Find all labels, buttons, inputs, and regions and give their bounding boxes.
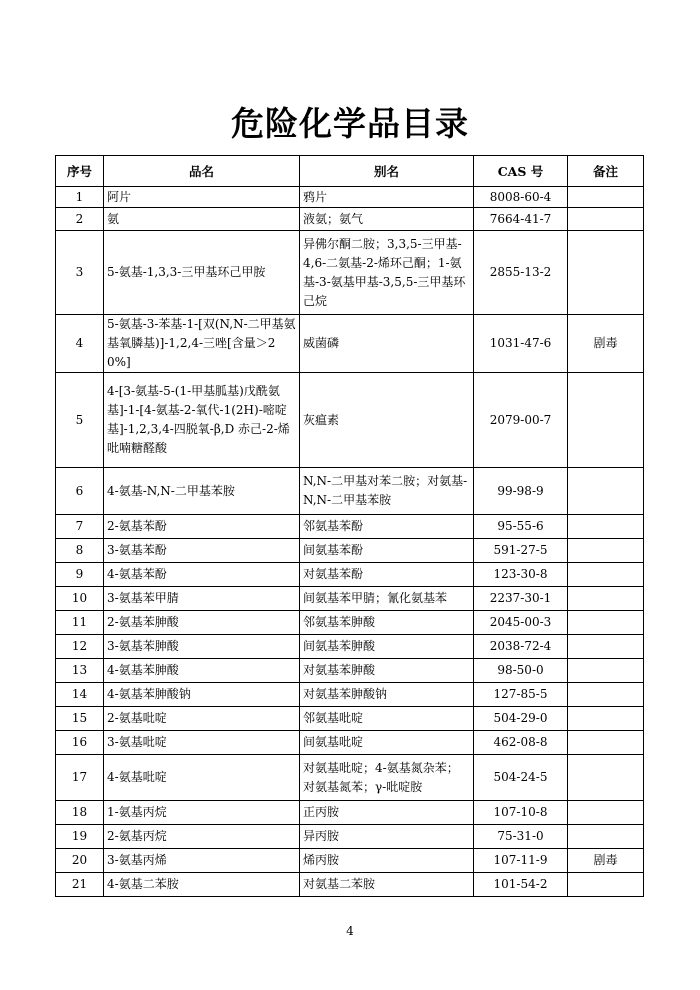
cell-remarks (568, 873, 644, 897)
cell-alias: 正丙胺 (300, 801, 474, 825)
cell-alias: 对氨基吡啶；4-氨基氮杂苯；对氨基氮苯；γ-吡啶胺 (300, 755, 474, 801)
table-row (56, 563, 644, 587)
cell-cas-number: 95-55-6 (474, 515, 568, 539)
header-product-name: 品名 (104, 156, 300, 187)
cell-product-name: 4-氨基-N,N-二甲基苯胺 (104, 468, 300, 515)
cell-product-name: 4-氨基苯胂酸 (104, 659, 300, 683)
cell-cas-number: 2237-30-1 (474, 587, 568, 611)
cell-product-name: 4-氨基苯酚 (104, 563, 300, 587)
table-row (56, 187, 644, 208)
cell-product-name: 3-氨基苯甲腈 (104, 587, 300, 611)
cell-cas-number: 98-50-0 (474, 659, 568, 683)
table-row (56, 635, 644, 659)
cell-serial-number: 10 (56, 587, 104, 611)
cell-cas-number: 107-11-9 (474, 849, 568, 873)
cell-serial-number: 19 (56, 825, 104, 849)
cell-remarks (568, 731, 644, 755)
cell-serial-number: 7 (56, 515, 104, 539)
cell-remarks (568, 208, 644, 231)
cell-product-name: 氨 (104, 208, 300, 231)
cell-product-name: 3-氨基吡啶 (104, 731, 300, 755)
cell-remarks (568, 659, 644, 683)
cell-serial-number: 9 (56, 563, 104, 587)
cell-cas-number: 2045-00-3 (474, 611, 568, 635)
cell-remarks (568, 755, 644, 801)
cell-cas-number: 8008-60-4 (474, 187, 568, 208)
table-row (56, 849, 644, 873)
cell-cas-number: 107-10-8 (474, 801, 568, 825)
table-row (56, 373, 644, 468)
page-number: 4 (346, 924, 354, 938)
cell-remarks (568, 683, 644, 707)
header-remarks: 备注 (568, 156, 644, 187)
table-row (56, 315, 644, 373)
table-row (56, 659, 644, 683)
cell-remarks (568, 515, 644, 539)
table-body (56, 187, 644, 897)
cell-remarks (568, 825, 644, 849)
chemicals-table (55, 155, 644, 897)
cell-serial-number: 3 (56, 231, 104, 315)
cell-cas-number: 123-30-8 (474, 563, 568, 587)
cell-cas-number: 99-98-9 (474, 468, 568, 515)
cell-serial-number: 15 (56, 707, 104, 731)
cell-remarks (568, 801, 644, 825)
cell-product-name: 5-氨基-3-苯基-1-[双(N,N-二甲基氨基氧膦基)]-1,2,4-三唑[含量＞20%] (104, 315, 300, 373)
cell-alias: 鸦片 (300, 187, 474, 208)
cell-product-name: 2-氨基吡啶 (104, 707, 300, 731)
cell-cas-number: 101-54-2 (474, 873, 568, 897)
cell-remarks (568, 587, 644, 611)
cell-product-name: 2-氨基苯酚 (104, 515, 300, 539)
cell-remarks (568, 539, 644, 563)
cell-alias: 邻氨基苯酚 (300, 515, 474, 539)
cell-cas-number: 7664-41-7 (474, 208, 568, 231)
cell-product-name: 4-[3-氨基-5-(1-甲基胍基)戊酰氨基]-1-[4-氨基-2-氧代-1(2H)-嘧啶基]-1,2,3,4-四脱氧-β,D 赤己-2-烯吡喃糖醛酸 (104, 373, 300, 468)
cell-product-name: 1-氨基丙烷 (104, 801, 300, 825)
cell-remarks: 剧毒 (568, 849, 644, 873)
cell-remarks (568, 563, 644, 587)
cell-serial-number: 18 (56, 801, 104, 825)
cell-remarks (568, 187, 644, 208)
cell-product-name: 3-氨基丙烯 (104, 849, 300, 873)
cell-product-name: 4-氨基吡啶 (104, 755, 300, 801)
cell-remarks (568, 635, 644, 659)
cell-cas-number: 127-85-5 (474, 683, 568, 707)
cell-product-name: 4-氨基二苯胺 (104, 873, 300, 897)
cell-alias: 异丙胺 (300, 825, 474, 849)
cell-serial-number: 20 (56, 849, 104, 873)
cell-alias: 对氨基苯胂酸钠 (300, 683, 474, 707)
table-row (56, 755, 644, 801)
cell-serial-number: 14 (56, 683, 104, 707)
cell-serial-number: 11 (56, 611, 104, 635)
cell-alias: 间氨基苯甲腈；氰化氨基苯 (300, 587, 474, 611)
cell-remarks (568, 468, 644, 515)
cell-product-name: 3-氨基苯酚 (104, 539, 300, 563)
cell-alias: 烯丙胺 (300, 849, 474, 873)
cell-alias: 异佛尔酮二胺；3,3,5-三甲基-4,6-二氨基-2-烯环己酮；1-氨基-3-氨基甲基-3,5,5-三甲基环己烷 (300, 231, 474, 315)
cell-alias: N,N-二甲基对苯二胺；对氨基-N,N-二甲基苯胺 (300, 468, 474, 515)
header-cas-number: CAS 号 (474, 156, 568, 187)
table-row (56, 231, 644, 315)
cell-product-name: 2-氨基丙烷 (104, 825, 300, 849)
cell-alias: 间氨基吡啶 (300, 731, 474, 755)
table-row (56, 539, 644, 563)
cell-alias: 间氨基苯酚 (300, 539, 474, 563)
cell-alias: 对氨基二苯胺 (300, 873, 474, 897)
cell-remarks (568, 707, 644, 731)
cell-serial-number: 16 (56, 731, 104, 755)
cell-cas-number: 462-08-8 (474, 731, 568, 755)
cell-serial-number: 2 (56, 208, 104, 231)
cell-alias: 威菌磷 (300, 315, 474, 373)
cell-serial-number: 4 (56, 315, 104, 373)
table-row (56, 731, 644, 755)
cell-product-name: 3-氨基苯胂酸 (104, 635, 300, 659)
cell-remarks: 剧毒 (568, 315, 644, 373)
table-row (56, 611, 644, 635)
table-row (56, 208, 644, 231)
cell-alias: 液氨；氨气 (300, 208, 474, 231)
cell-product-name: 2-氨基苯胂酸 (104, 611, 300, 635)
cell-cas-number: 75-31-0 (474, 825, 568, 849)
cell-remarks (568, 231, 644, 315)
cell-serial-number: 13 (56, 659, 104, 683)
cell-remarks (568, 373, 644, 468)
table-row (56, 825, 644, 849)
table-header-row (56, 156, 644, 187)
cell-remarks (568, 611, 644, 635)
cell-cas-number: 2079-00-7 (474, 373, 568, 468)
page-title: 危险化学品目录 (231, 104, 469, 143)
cell-product-name: 4-氨基苯胂酸钠 (104, 683, 300, 707)
cell-serial-number: 12 (56, 635, 104, 659)
cell-serial-number: 8 (56, 539, 104, 563)
table-row (56, 707, 644, 731)
cell-product-name: 5-氨基-1,3,3-三甲基环己甲胺 (104, 231, 300, 315)
table-row (56, 801, 644, 825)
table-row (56, 587, 644, 611)
table-row (56, 873, 644, 897)
cell-alias: 邻氨基吡啶 (300, 707, 474, 731)
table-row (56, 515, 644, 539)
cell-cas-number: 591-27-5 (474, 539, 568, 563)
cell-alias: 间氨基苯胂酸 (300, 635, 474, 659)
cell-serial-number: 21 (56, 873, 104, 897)
cell-cas-number: 2038-72-4 (474, 635, 568, 659)
cell-cas-number: 2855-13-2 (474, 231, 568, 315)
cell-product-name: 阿片 (104, 187, 300, 208)
table-row (56, 683, 644, 707)
cell-serial-number: 5 (56, 373, 104, 468)
cell-alias: 灰瘟素 (300, 373, 474, 468)
table-row (56, 468, 644, 515)
cell-serial-number: 1 (56, 187, 104, 208)
header-serial-number: 序号 (56, 156, 104, 187)
cell-cas-number: 504-24-5 (474, 755, 568, 801)
header-alias: 别名 (300, 156, 474, 187)
cell-serial-number: 17 (56, 755, 104, 801)
cell-alias: 对氨基苯酚 (300, 563, 474, 587)
cell-alias: 对氨基苯胂酸 (300, 659, 474, 683)
cell-cas-number: 504-29-0 (474, 707, 568, 731)
cell-cas-number: 1031-47-6 (474, 315, 568, 373)
cell-serial-number: 6 (56, 468, 104, 515)
cell-alias: 邻氨基苯胂酸 (300, 611, 474, 635)
